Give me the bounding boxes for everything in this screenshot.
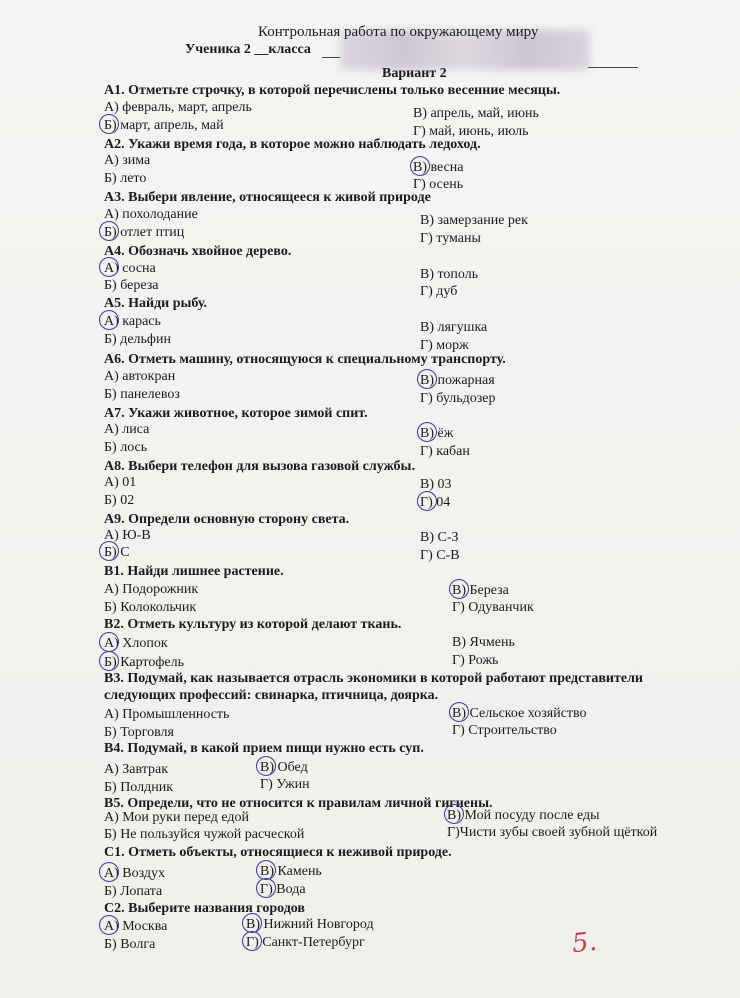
student-line: Ученика 2 __класса xyxy=(185,42,311,57)
question-b2: В2. Отметь культуру из которой делают ткань. xyxy=(104,617,402,632)
answer-a5-g[interactable]: Г) морж xyxy=(420,338,469,353)
question-a3: А3. Выбери явление, относящееся к живой природе xyxy=(104,190,431,205)
answer-a2-v[interactable]: В) весна xyxy=(413,160,464,175)
answer-b5-a[interactable]: А) Мои руки перед едой xyxy=(104,810,249,825)
answer-b1-v[interactable]: В) Береза xyxy=(452,583,509,598)
answer-c2-b[interactable]: Б) Волга xyxy=(104,937,156,952)
name-underline-end xyxy=(588,67,638,68)
question-b5: В5. Определи, что не относится к правилам личной гигиены. xyxy=(104,796,493,811)
answer-a9-b[interactable]: Б) С xyxy=(104,545,130,560)
answer-c2-g[interactable]: Г) Санкт-Петербург xyxy=(246,935,365,950)
answer-b2-a[interactable]: А) Хлопок xyxy=(104,636,168,651)
answer-c2-v[interactable]: В) Нижний Новгород xyxy=(246,917,374,932)
answer-a8-v[interactable]: В) 03 xyxy=(420,477,452,492)
answer-b3-v[interactable]: В) Сельское хозяйство xyxy=(452,706,587,721)
answer-a5-a[interactable]: А) карась xyxy=(104,314,161,329)
answer-a7-b[interactable]: Б) лось xyxy=(104,440,148,455)
answer-b2-g[interactable]: Г) Рожь xyxy=(452,653,499,668)
answer-a3-b[interactable]: Б) отлет птиц xyxy=(104,225,185,240)
answer-a9-v[interactable]: В) С-З xyxy=(420,530,459,545)
answer-a9-a[interactable]: А) Ю-В xyxy=(104,528,151,543)
answer-a8-b[interactable]: Б) 02 xyxy=(104,493,135,508)
question-b3-cont: следующих профессий: свинарка, птичница, доярка. xyxy=(104,688,439,703)
question-b3: В3. Подумай, как называется отрасль экономики в которой работают представители xyxy=(104,671,643,686)
answer-a3-v[interactable]: В) замерзание рек xyxy=(420,213,528,228)
question-a8: А8. Выбери телефон для вызова газовой службы. xyxy=(104,459,415,474)
answer-b5-b[interactable]: Б) Не пользуйся чужой расческой xyxy=(104,827,305,842)
answer-a6-a[interactable]: А) автокран xyxy=(104,369,176,384)
answer-a6-b[interactable]: Б) панелевоз xyxy=(104,387,180,402)
question-b4: В4. Подумай, в какой прием пищи нужно есть суп. xyxy=(104,741,424,756)
answer-b2-b[interactable]: Б) Картофель xyxy=(104,655,184,670)
answer-a1-a[interactable]: А) февраль, март, апрель xyxy=(104,100,252,115)
answer-a4-v[interactable]: В) тополь xyxy=(420,267,479,282)
answer-b3-g[interactable]: Г) Строительство xyxy=(452,723,557,738)
question-c2: С2. Выберите названия городов xyxy=(104,901,305,916)
answer-b3-a[interactable]: А) Промышленность xyxy=(104,707,230,722)
question-a9: А9. Определи основную сторону света. xyxy=(104,512,350,527)
answer-a3-a[interactable]: А) похолодание xyxy=(104,207,198,222)
answer-b1-b[interactable]: Б) Колокольчик xyxy=(104,600,197,615)
answer-b1-a[interactable]: А) Подорожник xyxy=(104,582,199,597)
answer-b5-g[interactable]: Г)Чисти зубы своей зубной щёткой xyxy=(447,825,658,840)
variant-label: Вариант 2 xyxy=(382,66,447,81)
answer-a1-g[interactable]: Г) май, июнь, июль xyxy=(413,124,529,139)
question-a5: А5. Найди рыбу. xyxy=(104,296,207,311)
answer-c1-a[interactable]: А) Воздух xyxy=(104,866,166,881)
answer-b1-g[interactable]: Г) Одуванчик xyxy=(452,600,534,615)
question-a7: А7. Укажи животное, которое зимой спит. xyxy=(104,406,368,421)
answer-a2-g[interactable]: Г) осень xyxy=(413,177,464,192)
answer-b5-v[interactable]: В) Мой посуду после еды xyxy=(447,808,600,823)
question-c1: С1. Отметь объекты, относящиеся к неживой природе. xyxy=(104,845,452,860)
question-a6: А6. Отметь машину, относящуюся к специальному транспорту. xyxy=(104,352,506,367)
answer-c1-g[interactable]: Г) Вода xyxy=(260,882,306,897)
answer-a5-v[interactable]: В) лягушка xyxy=(420,320,488,335)
answer-c1-v[interactable]: В) Камень xyxy=(260,864,322,879)
answer-b3-b[interactable]: Б) Торговля xyxy=(104,725,174,740)
answer-b2-v[interactable]: В) Ячмень xyxy=(452,635,515,650)
answer-a6-v[interactable]: В) пожарная xyxy=(420,373,495,388)
answer-a8-g[interactable]: Г) 04 xyxy=(420,495,451,510)
answer-a4-g[interactable]: Г) дуб xyxy=(420,284,458,299)
answer-b4-g[interactable]: Г) Ужин xyxy=(260,777,310,792)
grade-mark: 5. xyxy=(570,926,599,960)
answer-a3-g[interactable]: Г) туманы xyxy=(420,231,481,246)
name-underline xyxy=(322,57,340,58)
question-a4: А4. Обозначь хвойное дерево. xyxy=(104,244,292,259)
answer-a4-b[interactable]: Б) береза xyxy=(104,278,159,293)
page-title: Контрольная работа по окружающему миру xyxy=(258,24,539,40)
answer-a7-a[interactable]: А) лиса xyxy=(104,422,150,437)
answer-a1-v[interactable]: В) апрель, май, июнь xyxy=(413,106,539,121)
answer-a1-b[interactable]: Б) март, апрель, май xyxy=(104,118,224,133)
answer-a6-g[interactable]: Г) бульдозер xyxy=(420,391,496,406)
question-b1: В1. Найди лишнее растение. xyxy=(104,564,284,579)
answer-b4-a[interactable]: А) Завтрак xyxy=(104,762,169,777)
answer-b4-v[interactable]: В) Обед xyxy=(260,760,308,775)
answer-a2-b[interactable]: Б) лето xyxy=(104,171,147,186)
answer-a7-v[interactable]: В) ёж xyxy=(420,426,454,441)
question-a2: А2. Укажи время года, в которое можно наблюдать ледоход. xyxy=(104,137,481,152)
answer-b4-b[interactable]: Б) Полдник xyxy=(104,780,174,795)
question-a1: А1. Отметьте строчку, в которой перечислены только весенние месяцы. xyxy=(104,83,561,98)
answer-a7-g[interactable]: Г) кабан xyxy=(420,444,470,459)
answer-a8-a[interactable]: А) 01 xyxy=(104,475,137,490)
answer-a2-a[interactable]: А) зима xyxy=(104,153,151,168)
answer-a5-b[interactable]: Б) дельфин xyxy=(104,332,171,347)
answer-a4-a[interactable]: А) сосна xyxy=(104,261,156,276)
answer-a9-g[interactable]: Г) С-В xyxy=(420,548,460,563)
answer-c1-b[interactable]: Б) Лопата xyxy=(104,884,163,899)
answer-c2-a[interactable]: А) Москва xyxy=(104,919,168,934)
